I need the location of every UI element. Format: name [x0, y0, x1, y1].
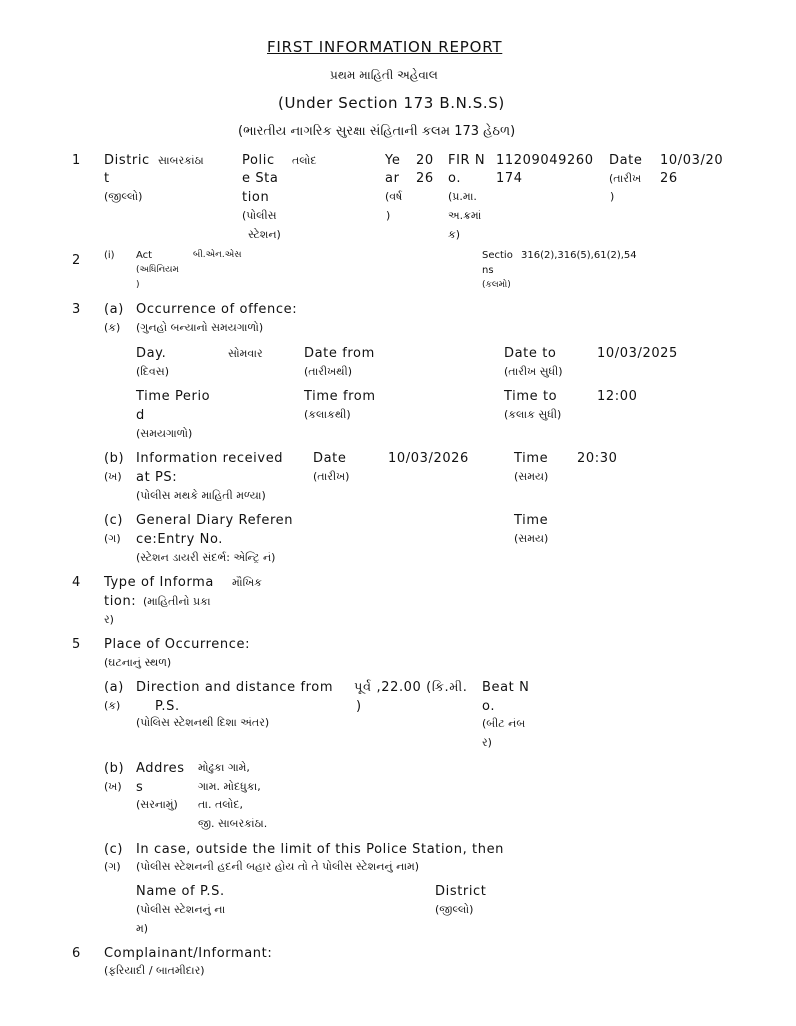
- day-value: સોમવાર: [228, 347, 263, 360]
- place-label-gu: (ઘટનાનું સ્થળ): [104, 656, 172, 669]
- year-label-cont: ar: [385, 171, 400, 186]
- address-label: Addres: [136, 761, 185, 776]
- direction-label-cont: P.S.: [155, 699, 180, 714]
- section-number-6: 6: [72, 946, 81, 961]
- info-time-value: 20:30: [577, 451, 618, 466]
- outside-limit-index: (c): [104, 842, 124, 857]
- complainant-label-gu: (ફરિયાદી / બાતમીદાર): [104, 964, 205, 977]
- section-number-2: 2: [72, 253, 81, 268]
- gd-time-label-gu: (સમય): [514, 532, 549, 545]
- year-label-gu: (વર્ષ: [385, 190, 403, 203]
- section-number-5: 5: [72, 637, 81, 652]
- year-label: Ye: [385, 153, 401, 168]
- occurrence-label-gu: (ગુનહો બન્યાનો સમયગાળો): [136, 321, 264, 334]
- gd-reference-label-gu: (સ્ટેશન ડાયરી સંદર્ભ: એન્ટ્રિ નં): [136, 551, 276, 564]
- outside-limit-index-gu: (ગ): [104, 860, 121, 873]
- time-to-label-gu: (કલાક સુધી): [504, 408, 562, 421]
- district-label: Distric: [104, 153, 150, 168]
- address-value-line4: જી. સાબરકાંઠા.: [198, 817, 268, 830]
- info-type-value: મૌખિક: [232, 576, 262, 589]
- year-value: 20: [416, 153, 434, 168]
- other-ps-name-label-gu2: મ): [136, 922, 149, 935]
- complainant-label: Complainant/Informant:: [104, 946, 273, 961]
- info-received-index: (b): [104, 451, 125, 466]
- act-sub-index: (i): [104, 250, 115, 261]
- gd-reference-index-gu: (ગ): [104, 532, 121, 545]
- other-ps-name-label-gu: (પોલીસ સ્ટેશનનું ના: [136, 903, 226, 916]
- police-station-label-cont: e Sta: [242, 171, 279, 186]
- day-label-gu: (દિવસ): [136, 365, 169, 378]
- time-to-value: 12:00: [597, 389, 638, 404]
- sections-label: Sectio: [482, 250, 513, 261]
- info-type-label-gu2: ર): [104, 613, 114, 626]
- direction-value-cont: ): [356, 699, 362, 714]
- police-station-label-cont2: tion: [242, 190, 270, 205]
- beat-no-label-cont: o.: [482, 699, 496, 714]
- gd-reference-label: General Diary Referen: [136, 513, 294, 528]
- date-value-cont: 26: [660, 171, 678, 186]
- fir-number-label-gu2: અ.ક્રમાં: [448, 209, 482, 222]
- other-district-label-gu: (જીલ્લો): [435, 903, 474, 916]
- info-date-label: Date: [313, 451, 347, 466]
- fir-number-label-gu: (પ્ર.મા.: [448, 190, 477, 203]
- direction-value: પૂર્વ ,22.00 (કિ.મી.: [354, 680, 468, 695]
- time-period-label-gu: (સમયગાળો): [136, 427, 193, 440]
- beat-no-label: Beat N: [482, 680, 530, 695]
- time-to-label: Time to: [504, 389, 558, 404]
- info-date-label-gu: (તારીખ): [313, 470, 350, 483]
- time-from-label: Time from: [304, 389, 376, 404]
- date-from-label: Date from: [304, 346, 375, 361]
- report-title-gu: પ્રથમ માહિતી અહેવાલ: [330, 68, 438, 82]
- info-received-label-gu: (પોલીસ મથકે માહિતી મળ્યા): [136, 489, 266, 502]
- outside-limit-label: In case, outside the limit of this Police Station, then: [136, 842, 505, 857]
- time-from-label-gu: (કલાકથી): [304, 408, 351, 421]
- occurrence-index: (a): [104, 302, 124, 317]
- police-station-label-gu2: સ્ટેશન): [248, 228, 281, 241]
- date-value: 10/03/20: [660, 153, 724, 168]
- beat-no-label-gu: (બીટ નંબ: [482, 717, 526, 730]
- address-label-gu: (સરનામું): [136, 798, 178, 811]
- fir-number-label-cont: o.: [448, 171, 462, 186]
- sections-label-gu: (કલમો): [482, 280, 511, 290]
- beat-no-label-gu2: ર): [482, 736, 492, 749]
- year-label-gu2: ): [386, 209, 391, 222]
- district-value: સાબરકાંઠા: [158, 154, 204, 167]
- direction-label-gu: (પોલિસ સ્ટેશનથી દિશા અંતર): [136, 716, 270, 729]
- section-number-1: 1: [72, 153, 81, 168]
- fir-number-label: FIR N: [448, 153, 486, 168]
- year-value-cont: 26: [416, 171, 434, 186]
- gd-reference-index: (c): [104, 513, 124, 528]
- section-number-4: 4: [72, 575, 81, 590]
- gd-reference-label-cont: ce:Entry No.: [136, 532, 224, 547]
- info-received-index-gu: (ખ): [104, 470, 122, 483]
- police-station-value: તલોદ: [292, 154, 317, 167]
- report-title: FIRST INFORMATION REPORT: [267, 38, 503, 56]
- police-station-label-gu: (પોલીસ: [242, 209, 277, 222]
- address-label-cont: s: [136, 780, 144, 795]
- place-label: Place of Occurrence:: [104, 637, 251, 652]
- police-station-label: Polic: [242, 153, 275, 168]
- day-label: Day.: [136, 346, 167, 361]
- fir-number-label-gu3: ક): [448, 228, 461, 241]
- address-value-line3: તા. તલોદ,: [198, 798, 243, 811]
- fir-number-value: 11209049260: [496, 153, 594, 168]
- info-received-label: Information received: [136, 451, 284, 466]
- date-to-value: 10/03/2025: [597, 346, 678, 361]
- date-from-label-gu: (તારીખથી): [304, 365, 353, 378]
- address-value-line1: મોઢુકા ગામે,: [198, 761, 250, 774]
- occurrence-index-gu: (ક): [104, 321, 121, 334]
- sections-value: 316(2),316(5),61(2),54: [521, 250, 637, 261]
- date-label: Date: [609, 153, 643, 168]
- direction-index: (a): [104, 680, 124, 695]
- act-value: બી.એન.એસ: [193, 250, 242, 260]
- info-type-label-gu: (માહિતીનો પ્રકા: [143, 595, 211, 608]
- under-section: (Under Section 173 B.N.S.S): [278, 94, 505, 112]
- date-to-label: Date to: [504, 346, 557, 361]
- info-time-label: Time: [514, 451, 549, 466]
- address-index-gu: (ખ): [104, 780, 122, 793]
- act-label: Act: [136, 250, 153, 261]
- fir-number-value-cont: 174: [496, 171, 523, 186]
- date-label-gu: (તારીખ: [609, 172, 642, 185]
- info-type-label-cont: tion:: [104, 594, 137, 609]
- district-label-gu: (જીલ્લો): [104, 190, 143, 203]
- act-label-gu2: ): [136, 280, 140, 290]
- info-type-label: Type of Informa: [104, 575, 215, 590]
- act-label-gu: (અધિનિયમ: [136, 265, 179, 275]
- outside-limit-label-gu: (પોલીસ સ્ટેશનની હદની બહાર હોય તો તે પોલીસ સ્ટેશનનું નામ): [136, 860, 420, 873]
- info-date-value: 10/03/2026: [388, 451, 469, 466]
- sections-label-cont: ns: [482, 265, 494, 276]
- date-label-gu2: ): [610, 190, 615, 203]
- info-time-label-gu: (સમય): [514, 470, 549, 483]
- time-period-label-cont: d: [136, 408, 145, 423]
- date-to-label-gu: (તારીખ સુધી): [504, 365, 563, 378]
- direction-index-gu: (ક): [104, 699, 121, 712]
- other-ps-name-label: Name of P.S.: [136, 884, 225, 899]
- direction-label: Direction and distance from: [136, 680, 334, 695]
- occurrence-label: Occurrence of offence:: [136, 302, 298, 317]
- gd-time-label: Time: [514, 513, 549, 528]
- other-district-label: District: [435, 884, 487, 899]
- section-number-3: 3: [72, 302, 81, 317]
- time-period-label: Time Perio: [136, 389, 211, 404]
- district-label-cont: t: [104, 171, 110, 186]
- address-value-line2: ગામ. મોદધુકા,: [198, 780, 261, 793]
- address-index: (b): [104, 761, 125, 776]
- under-section-gu: (ભારતીય નાગરિક સુરક્ષા સંહિતાની કલમ 173 હેઠળ): [238, 124, 516, 139]
- info-received-label-cont: at PS:: [136, 470, 178, 485]
